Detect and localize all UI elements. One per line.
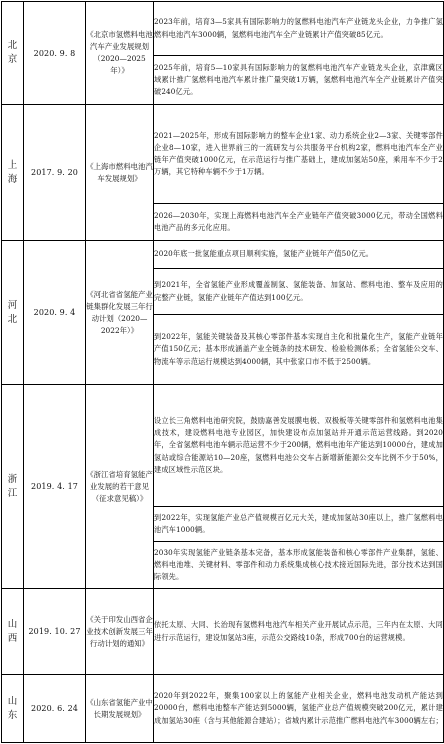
document-cell: 《河北省省氢能产业链集群化发展三年行动计划（2020—2022年）》 xyxy=(86,241,154,385)
table-row xyxy=(2,385,444,507)
goal-cell: 2021—2025年，形成有国际影响力的整车企业1家、动力系统企业2—3家、关键零部件企业8—10家，进入世界前三的一流研发与公共服务平台机构2家，燃料电池汽车全产业链年产值突破1000亿元，在示范运行与推广基础上，建成加氢站50座，乘用车不少于2万辆，其它特种车辆不少于1万辆。 xyxy=(154,105,444,204)
goal-cell: 到2021年，全省氢能产业形成覆盖制氢、氢能装备、加氢站、燃料电池、整车及应用的完整产业链，氢能产业链年产值达到100亿元。 xyxy=(154,269,444,315)
document-cell: 《关于印发山西省企业技术创新发展三年行动计划的通知》 xyxy=(86,589,154,675)
date-cell: 2020. 9. 8 xyxy=(24,2,86,105)
goal-cell: 到2022年，氢能关键装备及其核心零部件基本实现自主化和批量化生产，氢能产业链年产值150亿元；基本形成涵盖产业全链条的技术研发、检验检测体系；全省氢能公交车、物流车等示范运行规模达到4000辆，其中张家口市不低于2500辆。 xyxy=(154,315,444,385)
date-cell: 2020. 6. 24 xyxy=(24,675,86,743)
goal-cell: 到2022年，实现氢能产业总产值规模百亿元大关，建成加氢站30座以上，推广氢燃料电池汽车1000辆。 xyxy=(154,507,444,542)
date-cell: 2020. 9. 4 xyxy=(24,241,86,385)
goal-cell: 设立长三角燃料电池研究院，鼓励嘉善发展膜电极、双极板等关键零部件和氢燃料电池集成技术，建设燃料电池专业园区，加快建设布点加氢站并开通示范运营线路。到2020年，全省氢燃料电池车辆示范运营不少于200辆，燃料电池年产能达到10000台，建成加氢站或综合能源站10—20座，氢燃料电池公交车占新增新能源公交车比例不少于50%，建成区域性示范区块。 xyxy=(154,385,444,507)
table-row xyxy=(2,105,444,204)
goal-cell: 2020年到2022年，聚集100家以上的氢能产业相关企业，燃料电池发动机产能达到20000台，燃料电池整车产能达到5000辆，氢能产业总产值规模突破200亿元，累计建成加氢站30座（含与其他能源合建站）；省城内累计示范推广燃料电池汽车3000辆左右； xyxy=(154,675,444,743)
document-cell: 《浙江省培育氢能产业发展的若干意见（征求意见稿）》 xyxy=(86,385,154,589)
region-cell: 上海 xyxy=(2,105,24,241)
date-cell: 2017. 9. 20 xyxy=(24,105,86,241)
goal-cell: 2030年实现氢能产业链条基本完备，基本形成氢能装备和核心零部件产业集群，氢能、燃料电池堆、关键材料、零部件和动力系统集成核心技术接近国际先进，部分技术达到国际领先。 xyxy=(154,542,444,589)
region-cell: 山西 xyxy=(2,589,24,675)
goal-cell: 2026—2030年，实现上海燃料电池汽车全产业链年产值突破3000亿元，带动全国燃料电池产品的多元化应用。 xyxy=(154,204,444,241)
table-row xyxy=(2,241,444,269)
goal-cell: 依托太原、大同、长治现有氢燃料电池汽车相关产业开展试点示范，三年内在太原、大同进行示范运行，建设加氢站3座，示范公交路线10条，形成700台的运营规模。 xyxy=(154,589,444,675)
date-cell: 2019. 10. 27 xyxy=(24,589,86,675)
document-cell: 《山东省氢能产业中长期发展规划》 xyxy=(86,675,154,743)
goal-cell: 2023年前，培育3—5家具有国际影响力的氢燃料电池汽车产业链龙头企业，力争推广氢燃料电池汽车3000辆，氢燃料电池汽车全产业链累计产值突破85亿元。 xyxy=(154,2,444,56)
date-cell: 2019. 4. 17 xyxy=(24,385,86,589)
table-row xyxy=(2,2,444,56)
goal-cell: 2025年前，培育5—10家具有国际影响力的氢燃料电池汽车产业链龙头企业，京津冀区域累计推广氢燃料电池汽车累计推广量突破1万辆，氢燃料电池汽车全产业链累计产值突破240亿元。 xyxy=(154,56,444,105)
region-cell: 河北 xyxy=(2,241,24,385)
region-cell: 浙江 xyxy=(2,385,24,589)
goal-cell: 2020年底一批氢能重点项目顺利实施，氢能产业链年产值50亿元。 xyxy=(154,241,444,269)
document-cell: 《北京市氢燃料电池汽车产业发展规划（2020—2025年）》 xyxy=(86,2,154,105)
table-row xyxy=(2,589,444,675)
document-cell: 《上海市燃料电池汽车发展规划》 xyxy=(86,105,154,241)
hydrogen-policy-table xyxy=(1,1,444,743)
region-cell: 山东 xyxy=(2,675,24,743)
table-row xyxy=(2,675,444,743)
region-cell: 北京 xyxy=(2,2,24,105)
